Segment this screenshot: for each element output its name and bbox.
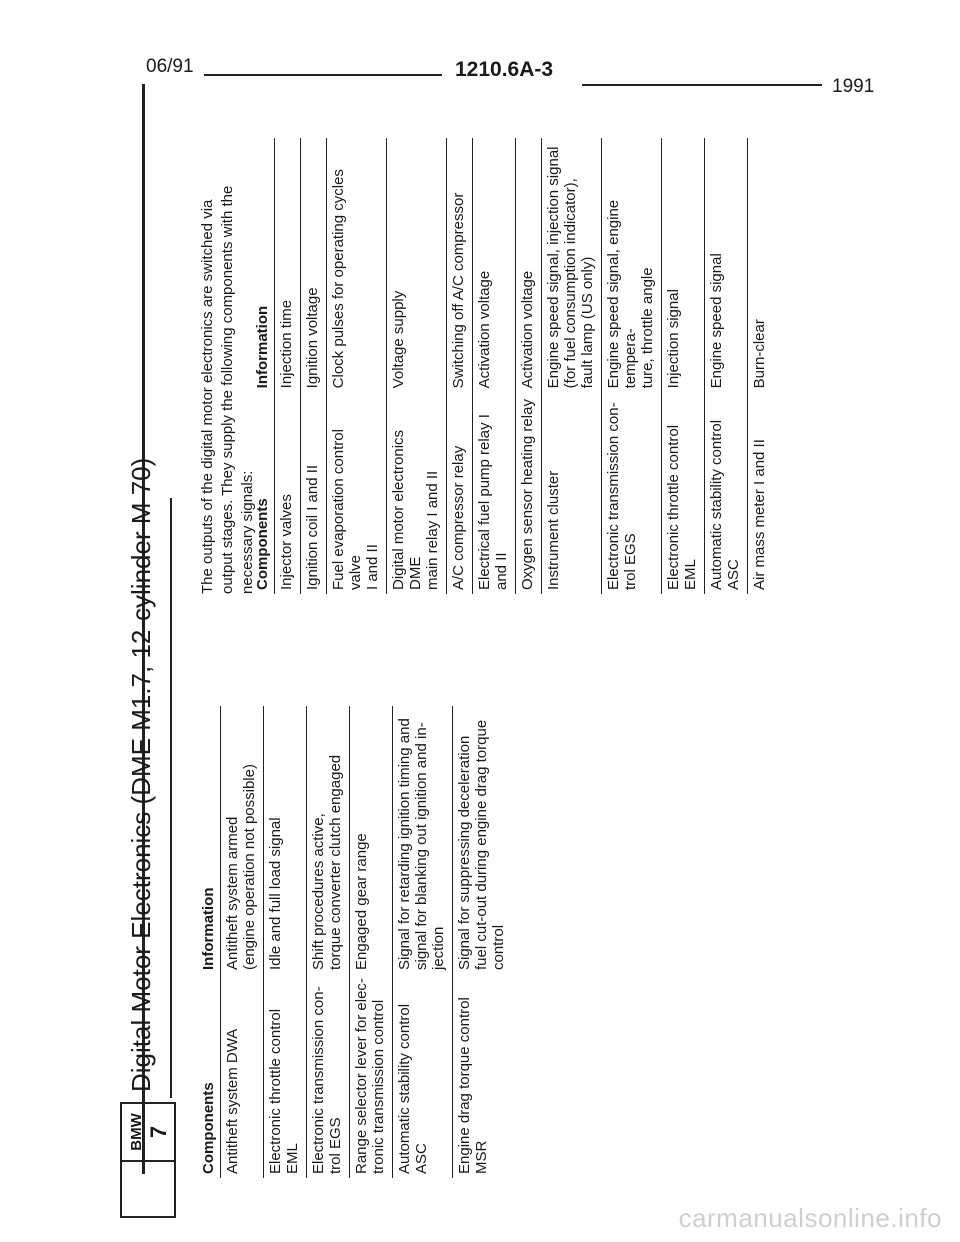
- component-cell: Antitheft system DWA: [221, 974, 264, 1178]
- information-cell: Signal for suppressing deceleration fuel cut-out during engine drag torque control: [453, 706, 513, 974]
- component-cell: A/C compressor relay: [447, 392, 473, 594]
- component-cell: Automatic stability control ASC: [393, 974, 453, 1178]
- component-cell: Electrical fuel pump relay I and II: [473, 392, 516, 594]
- watermark: carmanualsonline.info: [678, 1203, 942, 1233]
- information-cell: Switching off A/C compressor: [447, 138, 473, 392]
- component-cell: Fuel evaporation control valve I and II: [327, 392, 387, 594]
- information-cell: Clock pulses for operating cycles: [327, 138, 387, 392]
- header-year: 1991: [832, 76, 875, 97]
- information-cell: Activation voltage: [473, 138, 516, 392]
- component-cell: Electronic transmission con- trol EGS: [307, 974, 350, 1178]
- table-row: [662, 138, 705, 594]
- column-header: Information: [254, 305, 271, 389]
- input-signals-table: [198, 706, 512, 1178]
- component-cell: Range selector lever for elec- tronic transmission control: [350, 974, 393, 1178]
- component-cell: Ignition coil I and II: [301, 392, 327, 594]
- page-title: Digital Motor Electronics (DME M1.7, 12-cylinder M 70): [126, 457, 156, 1092]
- title-row: [120, 138, 176, 1218]
- column-header: Components: [200, 1082, 217, 1174]
- header-date: 06/91: [146, 56, 194, 77]
- table-row: [542, 138, 602, 594]
- table-row: [301, 138, 327, 594]
- table-row: [602, 138, 662, 594]
- output-components-table: [252, 138, 773, 594]
- table-row: [221, 706, 264, 1178]
- component-cell: Automatic stability control ASC: [705, 392, 748, 594]
- table-row: [473, 138, 516, 594]
- component-cell: Electronic transmission con- trol EGS: [602, 392, 662, 594]
- information-cell: Antitheft system armed (engine operation not possible): [221, 706, 264, 974]
- table-row: [275, 138, 301, 594]
- information-cell: Engine speed signal, injection signal (for fuel consumption indicator), fault lamp (US only): [542, 138, 602, 392]
- table-row: [350, 706, 393, 1178]
- header-document-code: 1210.6A-3: [455, 58, 554, 81]
- component-cell: Injector valves: [275, 392, 301, 594]
- badge-brand: BMW: [128, 1113, 145, 1151]
- information-cell: Signal for retarding ignition timing and signal for blanking out ignition and in- jection: [393, 706, 453, 974]
- column-header: Information: [200, 887, 217, 970]
- table-row: [327, 138, 387, 594]
- information-cell: Idle and full load signal: [264, 706, 307, 974]
- table-row: [447, 138, 473, 594]
- component-cell: Electronic throttle control EML: [264, 974, 307, 1178]
- table-row: [387, 138, 447, 594]
- table-row: [748, 138, 774, 594]
- information-cell: Activation voltage: [516, 138, 542, 392]
- component-cell: Electronic throttle control EML: [662, 392, 705, 594]
- component-cell: Engine drag torque control MSR: [453, 974, 513, 1178]
- table-row: [307, 706, 350, 1178]
- table-row: [264, 706, 307, 1178]
- logo-empty-box: [120, 1160, 176, 1218]
- information-cell: Engaged gear range: [350, 706, 393, 974]
- information-cell: Engine speed signal: [705, 138, 748, 392]
- header-rule-right: [582, 84, 822, 86]
- bmw-series-badge: [120, 1102, 176, 1160]
- component-cell: Digital motor electronics DME main relay I and II: [387, 392, 447, 594]
- column-header: Components: [254, 498, 271, 590]
- badge-series: 7: [146, 1125, 171, 1139]
- component-cell: Instrument cluster: [542, 392, 602, 594]
- information-cell: Voltage supply: [387, 138, 447, 392]
- information-cell: Burn-clear: [748, 138, 774, 392]
- table-row: [393, 706, 453, 1178]
- information-cell: Engine speed signal, engine tempera- ture, throttle angle: [602, 138, 662, 392]
- title-rule: [170, 498, 172, 1098]
- table-row: [453, 706, 513, 1178]
- intro-paragraph: The outputs of the digital motor electronics are switched via output stages. They supply the following components with the necessary signals:: [199, 185, 256, 594]
- header-rule-left: [204, 74, 442, 76]
- information-cell: Shift procedures active, torque converter clutch engaged: [307, 706, 350, 974]
- information-cell: Ignition voltage: [301, 138, 327, 392]
- information-cell: Injection signal: [662, 138, 705, 392]
- rotated-page-content: [120, 138, 790, 1218]
- component-cell: Oxygen sensor heating relay: [516, 392, 542, 594]
- table-row: [705, 138, 748, 594]
- component-cell: Air mass meter I and II: [748, 392, 774, 594]
- information-cell: Injection time: [275, 138, 301, 392]
- table-row: [516, 138, 542, 594]
